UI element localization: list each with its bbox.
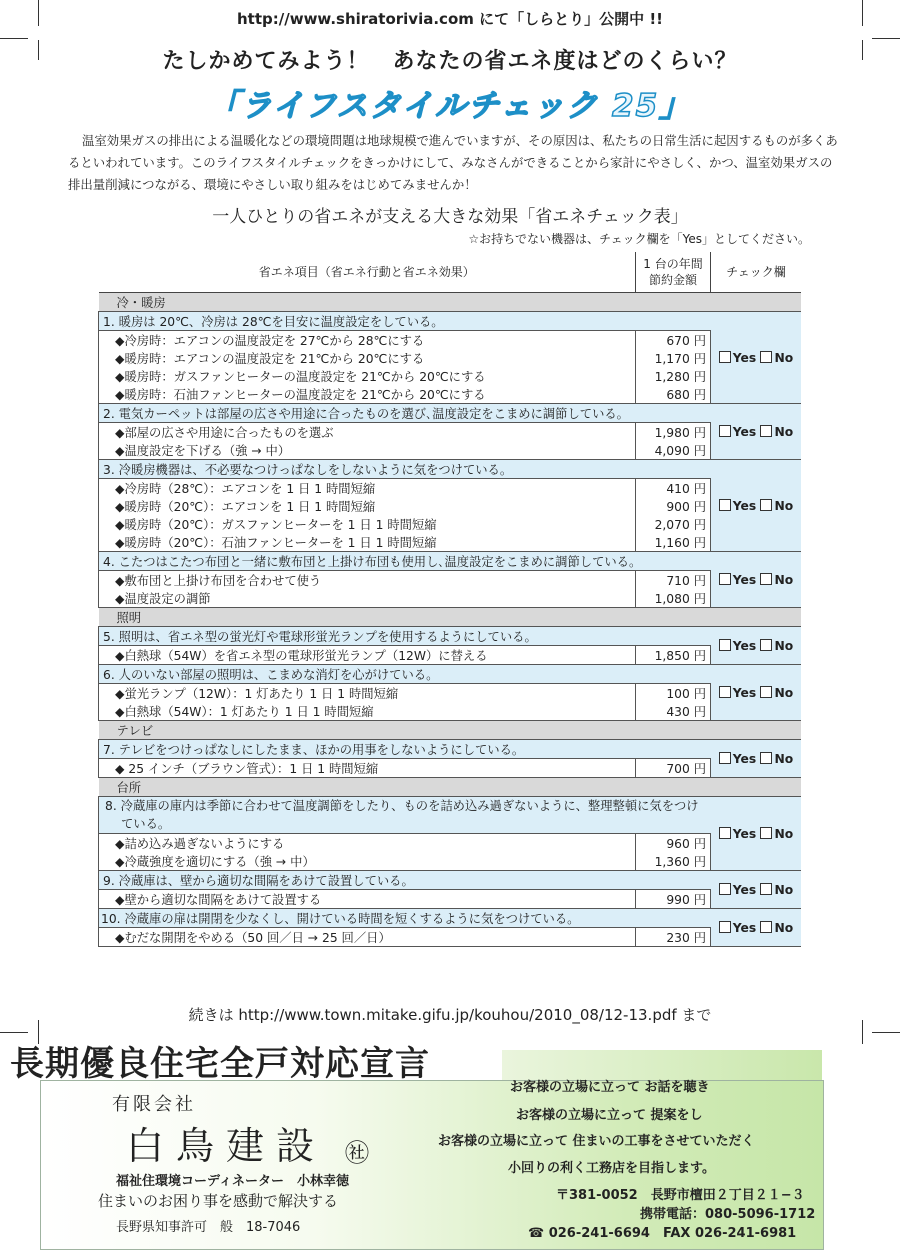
action-item: ◆温度設定の調節 [99, 589, 636, 608]
divider [0, 1032, 28, 1033]
action-item: ◆暖房時：石油ファンヒーターの温度設定を 21℃から 20℃にする [99, 385, 636, 404]
checkbox-no[interactable] [760, 827, 772, 839]
license-number: 長野県知事許可 般 18-7046 [116, 1220, 301, 1235]
check-cell[interactable]: Yes No [711, 404, 802, 460]
table-note: ☆お持ちでない機器は、チェック欄を「Yes」としてください。 [468, 232, 810, 246]
question-row: 3. 冷暖房機器は、不必要なつけっぱなしをしないように気をつけている。 [99, 460, 711, 479]
saving-amount: 900 円 [636, 497, 711, 515]
action-item: ◆暖房時（20℃）：石油ファンヒーターを 1 日 1 時間短縮 [99, 533, 636, 552]
action-item: ◆暖房時（20℃）：ガスファンヒーターを 1 日 1 時間短縮 [99, 515, 636, 533]
crop-mark [872, 38, 900, 39]
saving-amount: 990 円 [636, 890, 711, 909]
action-item: ◆冷蔵強度を適切にする（強 → 中） [99, 852, 636, 871]
saving-amount: 1,170 円 [636, 349, 711, 367]
action-item: ◆冷房時（28℃）：エアコンを 1 日 1 時間短縮 [99, 479, 636, 498]
column-header-item: 省エネ項目（省エネ行動と省エネ効果） [99, 252, 636, 293]
saving-amount: 680 円 [636, 385, 711, 404]
question-row: 2. 電気カーペットは部屋の広さや用途に合ったものを選び､温度設定をこまめに調節している。 [99, 404, 711, 423]
energy-check-table [98, 252, 801, 947]
question-row: 8. 冷蔵庫の庫内は季節に合わせて温度調節をしたり、ものを詰め込み過ぎないように、整理整頓に気をつけている。 [99, 797, 711, 834]
checkbox-yes[interactable] [719, 573, 731, 585]
checkbox-no[interactable] [760, 752, 772, 764]
saving-amount: 230 円 [636, 928, 711, 947]
saving-amount: 100 円 [636, 684, 711, 703]
checkbox-no[interactable] [760, 573, 772, 585]
question-row: 9. 冷蔵庫は、壁から適切な間隔をあけて設置している。 [99, 871, 711, 890]
action-item: ◆暖房時：エアコンの温度設定を 21℃から 20℃にする [99, 349, 636, 367]
check-cell[interactable]: Yes No [711, 871, 802, 909]
checkbox-yes[interactable] [719, 499, 731, 511]
checkbox-yes[interactable] [719, 921, 731, 933]
action-item: ◆暖房時：ガスファンヒーターの温度設定を 21℃から 20℃にする [99, 367, 636, 385]
ad-banner-title: 長期優良住宅全戸対応宣言 [10, 1044, 430, 1084]
company-slogan: 住まいのお困り事を感動で解決する [98, 1192, 339, 1210]
check-cell[interactable]: Yes No [711, 627, 802, 665]
saving-amount: 2,070 円 [636, 515, 711, 533]
company-type: 有限会社 [112, 1094, 196, 1115]
category-row: 台所 [99, 778, 802, 797]
checkbox-yes[interactable] [719, 425, 731, 437]
checkbox-no[interactable] [760, 351, 772, 363]
checkbox-yes[interactable] [719, 883, 731, 895]
saving-amount: 4,090 円 [636, 441, 711, 460]
action-item: ◆敷布団と上掛け布団を合わせて使う [99, 571, 636, 590]
saving-amount: 670 円 [636, 331, 711, 350]
saving-amount: 1,160 円 [636, 533, 711, 552]
question-row: 4. こたつはこたつ布団と一緒に敷布団と上掛け布団も使用し､温度設定をこまめに調節している。 [99, 552, 711, 571]
crop-mark [862, 1020, 863, 1044]
company-address: 〒381-0052 長野市檀田２丁目２１−３ [556, 1188, 805, 1203]
checkbox-no[interactable] [760, 883, 772, 895]
checkbox-no[interactable] [760, 686, 772, 698]
checkbox-yes[interactable] [719, 752, 731, 764]
checkbox-yes[interactable] [719, 351, 731, 363]
category-row: テレビ [99, 721, 802, 740]
saving-amount: 710 円 [636, 571, 711, 590]
check-cell[interactable]: Yes No [711, 552, 802, 608]
action-item: ◆部屋の広さや用途に合ったものを選ぶ [99, 423, 636, 442]
checkbox-no[interactable] [760, 639, 772, 651]
saving-amount: 430 円 [636, 702, 711, 721]
column-header-saving: 1 台の年間節約金額 [636, 252, 711, 293]
saving-amount: 1,980 円 [636, 423, 711, 442]
category-row: 冷・暖房 [99, 293, 802, 312]
checkbox-no[interactable] [760, 425, 772, 437]
action-item: ◆暖房時（20℃）：エアコンを 1 日 1 時間短縮 [99, 497, 636, 515]
check-cell[interactable]: Yes No [711, 740, 802, 778]
continued-link[interactable]: 続きは http://www.town.mitake.gifu.jp/kouhou/2010_08/12-13.pdf まで [188, 1006, 712, 1024]
saving-amount: 410 円 [636, 479, 711, 498]
ad-message: お客様の立場に立って 提案をし [516, 1108, 703, 1123]
saving-amount: 1,360 円 [636, 852, 711, 871]
company-phone-fax: ☎ 026-241-6694 FAX 026-241-6981 [528, 1226, 797, 1241]
question-row: 10. 冷蔵庫の扉は開閉を少なくし、開けている時間を短くするように気をつけている。 [99, 909, 711, 928]
action-item: ◆壁から適切な間隔をあけて設置する [99, 890, 636, 909]
divider [872, 1032, 900, 1033]
category-row: 照明 [99, 608, 802, 627]
check-cell[interactable]: Yes No [711, 460, 802, 552]
action-item: ◆白熱球（54W）を省エネ型の電球形蛍光ランプ（12W）に替える [99, 646, 636, 665]
question-row: 1. 暖房は 20℃、冷房は 28℃を目安に温度設定をしている。 [99, 312, 711, 331]
action-item: ◆冷房時：エアコンの温度設定を 27℃から 28℃にする [99, 331, 636, 350]
action-item: ◆温度設定を下げる（強 → 中） [99, 441, 636, 460]
page-heading: たしかめてみよう！ あなたの省エネ度はどのくらい？ [162, 49, 738, 74]
question-row: 6. 人のいない部屋の照明は、こまめな消灯を心がけている。 [99, 665, 711, 684]
checkbox-no[interactable] [760, 921, 772, 933]
question-row: 7. テレビをつけっぱなしにしたまま、ほかの用事をしないようにしている。 [99, 740, 711, 759]
ad-message: お客様の立場に立って 住まいの工事をさせていただく [438, 1134, 755, 1149]
ad-message: 小回りの利く工務店を目指します。 [508, 1161, 715, 1176]
checkbox-yes[interactable] [719, 686, 731, 698]
column-header-check: チェック欄 [711, 252, 802, 293]
action-item: ◆むだな開閉をやめる（50 回／日 → 25 回／日） [99, 928, 636, 947]
company-mobile: 携帯電話：080-5096-1712 [640, 1207, 816, 1222]
check-cell[interactable]: Yes No [711, 665, 802, 721]
header-url[interactable]: http://www.shiratorivia.com にて「しらとり」公開中 !! [237, 10, 663, 28]
action-item: ◆詰め込み過ぎないようにする [99, 834, 636, 853]
checkbox-yes[interactable] [719, 639, 731, 651]
company-name: 白鳥建設 [126, 1124, 327, 1168]
coordinator-credit: 福祉住環境コーディネーター 小林幸徳 [116, 1174, 349, 1189]
check-cell[interactable]: Yes No [711, 909, 802, 947]
saving-amount: 960 円 [636, 834, 711, 853]
saving-amount: 1,850 円 [636, 646, 711, 665]
check-cell[interactable]: Yes No [711, 312, 802, 404]
saving-amount: 1,280 円 [636, 367, 711, 385]
ad-message: お客様の立場に立って お話を聴き [510, 1080, 710, 1095]
question-row: 5. 照明は、省エネ型の蛍光灯や電球形蛍光ランプを使用するようにしている。 [99, 627, 711, 646]
action-item: ◆ 25 インチ（ブラウン管式）：1 日 1 時間短縮 [99, 759, 636, 778]
company-seal-icon: ㊓ [345, 1139, 369, 1167]
action-item: ◆白熱球（54W）：1 灯あたり 1 日 1 時間短縮 [99, 702, 636, 721]
check-cell[interactable]: Yes No [711, 797, 802, 871]
table-heading: 一人ひとりの省エネが支える大きな効果「省エネチェック表」 [212, 207, 688, 227]
checkbox-yes[interactable] [719, 827, 731, 839]
intro-paragraph: 温室効果ガスの排出による温暖化などの環境問題は地球規模で進んでいますが、その原因は、私たちの日常生活に起因するものが多くあるといわれています。このライフスタイルチェックをきっかけにして、みなさんができることから家計にやさしく、かつ、温室効果ガスの排出量削減につながる、環境にやさしい取り組みをはじめてみませんか！ [68, 133, 838, 192]
page-title: 「ライフスタイルチェック 25」 [207, 88, 693, 124]
saving-amount: 1,080 円 [636, 589, 711, 608]
checkbox-no[interactable] [760, 499, 772, 511]
crop-mark [0, 38, 28, 39]
saving-amount: 700 円 [636, 759, 711, 778]
action-item: ◆蛍光ランプ（12W）：1 灯あたり 1 日 1 時間短縮 [99, 684, 636, 703]
